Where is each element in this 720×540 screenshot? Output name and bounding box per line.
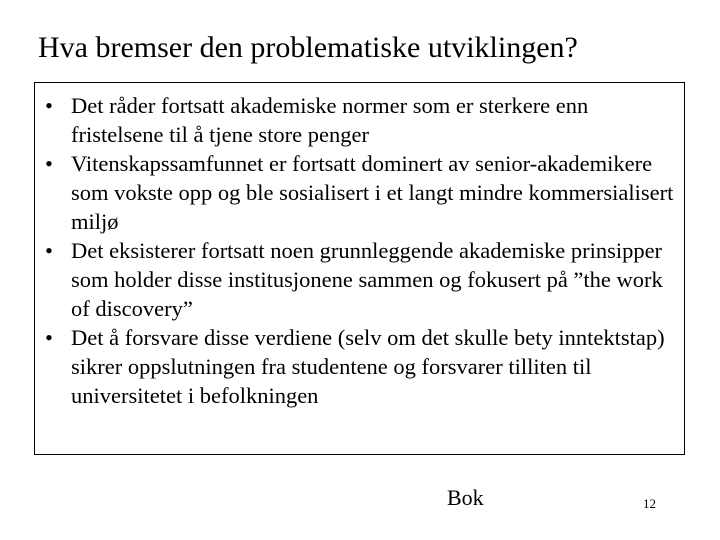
slide-title: Hva bremser den problematiske utviklingen? bbox=[38, 31, 578, 64]
slide-footer: Bok bbox=[447, 485, 484, 510]
page-number: 12 bbox=[643, 496, 656, 511]
bullet-item bbox=[45, 323, 676, 410]
bullet-text: Vitenskapssamfunnet er fortsatt dominert av senior-akademikere som vokste opp og ble sosialisert i et langt mindre kommersialisert miljø bbox=[71, 151, 674, 234]
bullet-list bbox=[45, 91, 676, 410]
bullet-item bbox=[45, 236, 676, 323]
bullet-dot: • bbox=[45, 93, 53, 118]
bullet-item bbox=[45, 149, 676, 236]
bullet-text: Det råder fortsatt akademiske normer som er sterkere enn fristelsene til å tjene store penger bbox=[71, 93, 589, 147]
bullet-item bbox=[45, 91, 676, 149]
bullet-text: Det eksisterer fortsatt noen grunnleggende akademiske prinsipper som holder disse institusjonene sammen og fokusert på ”the work of discovery” bbox=[71, 238, 663, 321]
bullet-dot: • bbox=[45, 238, 53, 263]
bullet-dot: • bbox=[45, 325, 53, 350]
bullet-text: Det å forsvare disse verdiene (selv om det skulle bety inntektstap) sikrer oppslutningen fra studentene og forsvarer tilliten til universitetet i befolkningen bbox=[71, 325, 665, 408]
bullet-box bbox=[34, 82, 685, 455]
bullet-dot: • bbox=[45, 151, 53, 176]
